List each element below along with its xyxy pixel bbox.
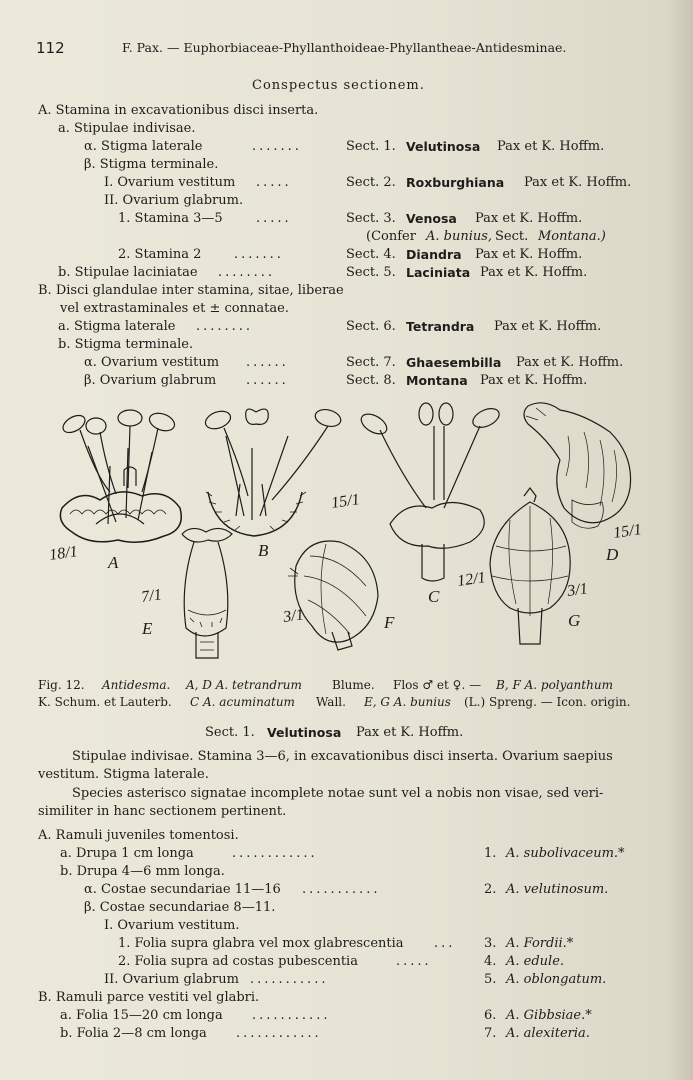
section-ref: Sect. 5. <box>346 265 396 280</box>
key-line: I. Ovarium vestitum <box>104 175 236 190</box>
figure-label-f: F <box>384 613 395 632</box>
section-author: Pax et K. Hoffm. <box>516 355 624 370</box>
leader-dots: ........ <box>218 265 276 280</box>
key-line: (Confer <box>366 229 416 244</box>
figure-c-drawing <box>358 403 502 581</box>
section-heading-author: Pax et K. Hoffm. <box>356 725 464 740</box>
key-line: α. Costae secundariae 11—16 <box>84 882 281 897</box>
key-line: II. Ovarium glabrum. <box>104 193 244 208</box>
paragraph-line: Species asterisco signatae incomplete notae sunt vel a nobis non visae, sed veri- <box>72 786 604 801</box>
section-ref: Sect. 2. <box>346 175 396 190</box>
figure-f-drawing <box>288 541 378 650</box>
section-name: Montana <box>406 373 468 388</box>
section-author: Pax et K. Hoffm. <box>494 319 602 334</box>
key-line: β. Ovarium glabrum <box>84 373 217 388</box>
leader-dots: ............ <box>236 1026 322 1041</box>
species-number: 6. <box>484 1008 497 1023</box>
leader-dots: ..... <box>256 211 292 226</box>
section-heading-name: Velutinosa <box>267 725 342 740</box>
key-line: B. Ramuli parce vestiti vel glabri. <box>38 990 260 1005</box>
key-line: a. Drupa 1 cm longa <box>60 846 194 861</box>
key-line-italic: Montana.) <box>538 229 606 244</box>
species-number: 4. <box>484 954 497 969</box>
figure-d-drawing <box>524 403 631 528</box>
key-line: I. Ovarium vestitum. <box>104 918 240 933</box>
section-ref: Sect. 6. <box>346 319 396 334</box>
figure-scale-a: 18/1 <box>48 543 79 564</box>
section-author: Pax et K. Hoffm. <box>524 175 632 190</box>
figure-scale-e: 7/1 <box>140 586 163 606</box>
key-line: b. Drupa 4—6 mm longa. <box>60 864 225 879</box>
caption-species: C A. acuminatum <box>190 695 295 709</box>
section-ref: Sect. 4. <box>346 247 396 262</box>
section-name: Laciniata <box>406 265 471 280</box>
leader-dots: ............ <box>232 846 318 861</box>
leader-dots: ........... <box>252 1008 331 1023</box>
figure-label-a: A <box>108 553 119 572</box>
species-name: A. Fordii.* <box>506 936 574 951</box>
section-ref: Sect. 3. <box>346 211 396 226</box>
leader-dots: ....... <box>252 139 302 154</box>
section-heading-ref: Sect. 1. <box>205 725 255 740</box>
section-name: Diandra <box>406 247 462 262</box>
species-name: A. alexiteria. <box>506 1026 590 1041</box>
caption-text: Flos ♂ et ♀. — <box>393 678 482 692</box>
botanical-illustration <box>40 396 655 668</box>
caption-species: E, G A. bunius <box>364 695 451 709</box>
key-line: II. Ovarium glabrum <box>104 972 239 987</box>
figure-label-d: D <box>606 545 619 564</box>
leader-dots: ...... <box>246 355 289 370</box>
species-name: A. edule. <box>506 954 565 969</box>
paragraph-line: vestitum. Stigma laterale. <box>38 767 209 782</box>
leader-dots: ....... <box>234 247 284 262</box>
key-line: a. Stipulae indivisae. <box>58 121 196 136</box>
key-line-italic: A. bunius, <box>426 229 493 244</box>
species-number: 5. <box>484 972 497 987</box>
section-ref: Sect. 7. <box>346 355 396 370</box>
key-line: B. Disci glandulae inter stamina, sitae, liberae <box>38 283 344 298</box>
species-name: A. oblongatum. <box>506 972 607 987</box>
leader-dots: ........ <box>196 319 254 334</box>
caption-genus: Antidesma. <box>102 678 171 692</box>
key-line: β. Costae secundariae 8—11. <box>84 900 276 915</box>
figure-scale-d: 15/1 <box>612 521 643 542</box>
key-line: a. Stigma laterale <box>58 319 176 334</box>
section-name: Velutinosa <box>406 139 481 154</box>
key-line: Sect. <box>495 229 529 244</box>
section-name: Venosa <box>406 211 457 226</box>
caption-author: Wall. <box>316 695 346 709</box>
key-line: b. Stipulae laciniatae <box>58 265 198 280</box>
figure-scale-c: 12/1 <box>456 569 487 590</box>
caption-author: Blume. <box>332 678 375 692</box>
key-line: 2. Stamina 2 <box>118 247 202 262</box>
leader-dots: ........... <box>250 972 329 987</box>
key-line: b. Stigma terminale. <box>58 337 194 352</box>
key-line: A. Stamina in excavationibus disci inserta. <box>38 103 319 118</box>
conspectus-title: Conspectus sectionem. <box>252 78 425 93</box>
key-line: 1. Folia supra glabra vel mox glabrescentia <box>118 936 404 951</box>
figure-scale-b: 15/1 <box>330 491 361 512</box>
key-line: β. Stigma terminale. <box>84 157 219 172</box>
leader-dots: ..... <box>256 175 292 190</box>
species-number: 3. <box>484 936 497 951</box>
section-author: Pax et K. Hoffm. <box>480 373 588 388</box>
figure-e-drawing <box>182 528 232 658</box>
species-name: A. velutinosum. <box>506 882 609 897</box>
figure-g-drawing <box>490 488 570 644</box>
caption-author: K. Schum. et Lauterb. <box>38 695 172 709</box>
caption-species: A, D A. tetrandrum <box>186 678 302 692</box>
section-ref: Sect. 8. <box>346 373 396 388</box>
caption-text: (L.) Spreng. — Icon. origin. <box>464 695 631 709</box>
section-author: Pax et K. Hoffm. <box>480 265 588 280</box>
figure-label-b: B <box>258 541 269 560</box>
species-name: A. Gibbsiae.* <box>506 1008 592 1023</box>
paragraph-line: Stipulae indivisae. Stamina 3—6, in excavationibus disci inserta. Ovarium saepius <box>72 749 613 764</box>
species-number: 7. <box>484 1026 497 1041</box>
section-author: Pax et K. Hoffm. <box>497 139 605 154</box>
leader-dots: ..... <box>396 954 432 969</box>
key-line: a. Folia 15—20 cm longa <box>60 1008 223 1023</box>
section-ref: Sect. 1. <box>346 139 396 154</box>
key-line: A. Ramuli juveniles tomentosi. <box>38 828 239 843</box>
caption-fig: Fig. 12. <box>38 678 85 692</box>
page-number: 112 <box>36 39 65 57</box>
figure-b-drawing <box>203 407 343 536</box>
key-line: b. Folia 2—8 cm longa <box>60 1026 207 1041</box>
key-line: vel extrastaminales et ± connatae. <box>60 301 289 316</box>
section-author: Pax et K. Hoffm. <box>475 211 583 226</box>
caption-species: B, F A. polyanthum <box>496 678 613 692</box>
key-line: α. Stigma laterale <box>84 139 203 154</box>
section-name: Tetrandra <box>406 319 475 334</box>
species-name: A. subolivaceum.* <box>506 846 625 861</box>
figure-label-c: C <box>428 587 440 606</box>
paragraph-line: similiter in hanc sectionem pertinent. <box>38 804 287 819</box>
leader-dots: ...... <box>246 373 289 388</box>
leader-dots: ... <box>434 936 456 951</box>
figure-scale-f: 3/1 <box>282 606 305 626</box>
key-line: 2. Folia supra ad costas pubescentia <box>118 954 358 969</box>
key-line: 1. Stamina 3—5 <box>118 211 223 226</box>
running-title: F. Pax. — Euphorbiaceae-Phyllanthoideae-Phyllantheae-Antidesminae. <box>122 40 567 55</box>
section-name: Ghaesembilla <box>406 355 502 370</box>
leader-dots: ........... <box>302 882 381 897</box>
figure-label-e: E <box>142 619 153 638</box>
key-line: α. Ovarium vestitum <box>84 355 220 370</box>
species-number: 2. <box>484 882 497 897</box>
section-name: Roxburghiana <box>406 175 505 190</box>
figure-a-drawing <box>60 410 181 542</box>
figure-label-g: G <box>568 611 581 630</box>
species-number: 1. <box>484 846 497 861</box>
section-author: Pax et K. Hoffm. <box>475 247 583 262</box>
figure-scale-g: 3/1 <box>566 580 589 600</box>
